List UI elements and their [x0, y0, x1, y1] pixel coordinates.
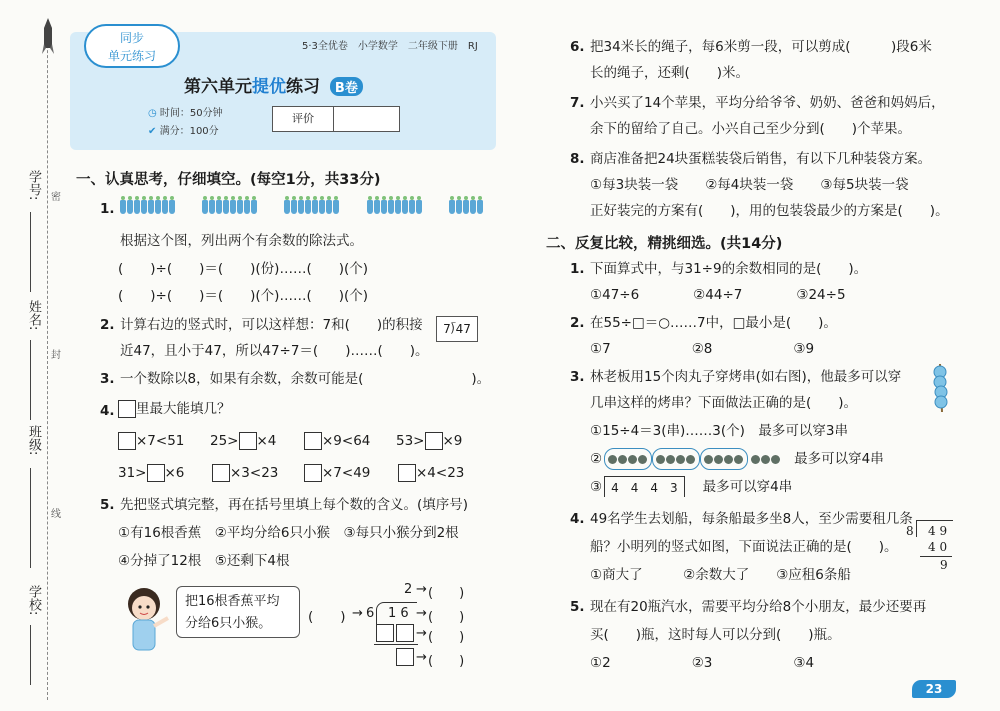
eval-cell[interactable]: [334, 107, 399, 131]
series-label: 5·3全优卷 小学数学 二年级下册 RJ: [302, 41, 478, 52]
seal-mark-3: 线: [51, 509, 61, 520]
q6-line-1[interactable]: 把34米长的绳子，每6米剪一段，可以剪成( )段6米: [590, 39, 932, 55]
q4-item-4[interactable]: 53> ×9: [396, 433, 463, 449]
q2-vertical-box: 7⟌47: [436, 316, 478, 342]
arrow-right-icon: →: [416, 626, 427, 641]
arrow-right-icon: →: [416, 606, 427, 621]
section-1-title: 一、认真思考，仔细填空。(每空1分，共33分): [76, 172, 381, 188]
c5-number: 5.: [570, 599, 585, 615]
q5-line-3: ④分掉了12根 ⑤还剩下4根: [118, 553, 290, 569]
division-rule: [374, 644, 418, 645]
q3-number: 3.: [100, 371, 115, 387]
radish-group-2: [202, 196, 258, 215]
q7-line-2[interactable]: 余下的留给了自己。小兴自己至少分到( )个苹果。: [590, 121, 912, 137]
sync-badge: [84, 24, 180, 68]
c3-segment-bar: 4 4 4 3: [604, 476, 685, 497]
score-text: 满分：100分: [159, 126, 219, 137]
long-division: [352, 582, 482, 672]
c4-divisor: 8: [906, 524, 914, 538]
q4-item-7[interactable]: ×7<49: [304, 464, 370, 482]
c3-line-2[interactable]: 几串这样的烤串？下面做法正确的是( )。: [590, 395, 858, 411]
bead-group-4: [748, 449, 784, 469]
title-suffix: 练习: [286, 77, 320, 97]
version-badge: B卷: [330, 77, 363, 96]
c3-option-3-label: ③: [590, 478, 603, 495]
q4-item-8[interactable]: ×4<23: [398, 464, 464, 482]
c3-option-1[interactable]: ①15÷4＝3(串)……3(个) 最多可以穿3串: [590, 423, 849, 439]
bead-group-3: [700, 448, 748, 470]
c4-rule: [920, 556, 952, 557]
binding-line: [47, 20, 49, 700]
c2-text[interactable]: 在55÷□＝○……7中，□最小是( )。: [590, 315, 837, 331]
dividend-paren[interactable]: ( ): [428, 610, 465, 625]
c1-text[interactable]: 下面算式中，与31÷9的余数相同的是( )。: [590, 261, 868, 277]
q2-line-2[interactable]: 近47，且小于47，所以47÷7＝( )……( )。: [120, 343, 429, 359]
bubble-line-2: 分给6只小猴。: [185, 616, 272, 631]
time-text: 时间：50分钟: [159, 108, 223, 119]
q4-title-box: [118, 400, 136, 418]
quotient-paren[interactable]: ( ): [428, 586, 465, 601]
badge-line-2: 单元练习: [107, 49, 156, 63]
c1-number: 1.: [570, 261, 585, 277]
student-no-label: 学号:: [26, 170, 41, 201]
c4-subtract: 4 0: [928, 540, 948, 554]
c4-options[interactable]: ①商大了 ②余数大了 ③应租6条船: [590, 567, 851, 583]
c4-long-division: [906, 516, 956, 578]
badge-line-1: 同步: [119, 31, 144, 45]
remainder-paren[interactable]: ( ): [428, 654, 465, 669]
q7-line-1: 小兴买了14个苹果，平均分给爷爷、奶奶、爸爸和妈妈后，: [590, 95, 945, 111]
q4-item-3[interactable]: ×9<64: [304, 432, 370, 450]
q5-line-2: ①有16根香蕉 ②平均分给6只小猴 ③每只小猴分到2根: [118, 525, 459, 541]
q4-title: [118, 400, 231, 418]
q3-text[interactable]: 一个数除以8，如果有余数，余数可能是( )。: [120, 371, 491, 387]
c4-line-2[interactable]: 船？小明列的竖式如图，下面说法正确的是( )。: [590, 539, 898, 555]
page-number: 23: [912, 680, 956, 698]
division-quotient: 2: [404, 582, 413, 597]
q6-number: 6.: [570, 39, 585, 55]
speech-bubble: [176, 586, 300, 638]
name-label: 姓名:: [26, 300, 41, 331]
q8-line-2: ①每3块装一袋 ②每4块装一袋 ③每5块装一袋: [590, 177, 909, 193]
school-label: 学校:: [26, 585, 41, 616]
q1-row-1[interactable]: ( )÷( )＝( )(份)……( )(个): [118, 261, 369, 277]
q8-line-1: 商店准备把24块蛋糕装袋后销售，有以下几种装袋方案。: [590, 151, 932, 167]
eval-label: 评价: [273, 107, 334, 131]
q5-number: 5.: [100, 497, 115, 513]
q1-text: 根据这个图，列出两个有余数的除法式。: [120, 233, 363, 249]
c2-options[interactable]: ①7 ②8 ③9: [590, 341, 815, 357]
product-box-1[interactable]: [376, 624, 394, 642]
q4-item-2[interactable]: 25> ×4: [210, 433, 277, 449]
radish-group-3: [284, 196, 340, 215]
c4-remainder: 9: [940, 558, 948, 572]
product-box-2[interactable]: [396, 624, 414, 642]
arrow-right-icon: →: [416, 582, 427, 597]
q8-number: 8.: [570, 151, 585, 167]
eval-box: [272, 106, 400, 132]
name-line: [30, 340, 32, 420]
c3-line-1: 林老板用15个肉丸子穿烤串(如右图)，他最多可以穿: [590, 369, 902, 385]
q7-number: 7.: [570, 95, 585, 111]
section-2-title: 二、反复比较，精挑细选。(共14分): [546, 236, 783, 252]
arrow-right-icon: →: [352, 606, 363, 621]
product-paren[interactable]: ( ): [428, 630, 465, 645]
seal-mark-1: 密: [51, 192, 61, 203]
q4-number: 4.: [100, 403, 115, 419]
c5-line-1: 现在有20瓶汽水，需要平均分给8个小朋友，最少还要再: [590, 599, 927, 615]
division-divisor: 6: [366, 606, 375, 621]
q6-line-2[interactable]: 长的绳子，还剩( )米。: [590, 65, 750, 81]
q4-item-5[interactable]: 31> ×6: [118, 465, 185, 481]
c4-number: 4.: [570, 511, 585, 527]
radish-picture: [120, 196, 484, 215]
student-no-line: [30, 212, 32, 292]
c1-options[interactable]: ①47÷6 ②44÷7 ③24÷5: [590, 287, 846, 303]
class-label: 班级:: [26, 425, 41, 456]
page-title: [184, 72, 363, 97]
c3-option-3[interactable]: [590, 476, 792, 497]
c4-dividend: 4 9: [928, 524, 948, 538]
radish-group-4: [367, 196, 423, 215]
school-line: [30, 625, 32, 685]
rocket-icon: [42, 18, 54, 58]
q1-number: 1.: [100, 201, 115, 217]
c2-number: 2.: [570, 315, 585, 331]
q2-line-1[interactable]: 计算右边的竖式时，可以这样想：7和( )的积接: [120, 317, 423, 333]
q2-number: 2.: [100, 317, 115, 333]
check-icon: ✔: [148, 126, 157, 137]
q4-item-6[interactable]: ×3<23: [212, 464, 278, 482]
radish-group-1: [120, 196, 176, 215]
title-prefix: 第六单元: [184, 77, 252, 97]
c4-line-1: 49名学生去划船，每条船最多坐8人，至少需要租几条: [590, 511, 913, 527]
c3-option-2[interactable]: [590, 448, 884, 470]
c5-line-2[interactable]: 买( )瓶，这时每人可以分到( )瓶。: [590, 627, 841, 643]
seal-mark-2: 封: [51, 350, 61, 361]
skewer-illustration: [928, 362, 952, 414]
time-info: [148, 104, 223, 119]
q1-row-2[interactable]: ( )÷( )＝( )(个)……( )(个): [118, 288, 369, 304]
q5-paren-divisor[interactable]: ( ): [308, 609, 346, 625]
q4-item-1[interactable]: ×7<51: [118, 432, 184, 450]
bead-group-1: [604, 448, 652, 470]
c3-option-3-text: 最多可以穿4串: [702, 478, 793, 495]
c5-options[interactable]: ①2 ②3 ③4: [590, 655, 815, 671]
division-dividend: 1 6: [388, 606, 409, 621]
c3-number: 3.: [570, 369, 585, 385]
arrow-right-icon: →: [416, 650, 427, 665]
c3-option-2-label: ②: [590, 451, 603, 467]
title-highlight: 提优: [252, 77, 286, 97]
bubble-line-1: 把16根香蕉平均: [185, 594, 280, 609]
clock-icon: ◷: [148, 108, 157, 119]
q4-title-text: 里最大能填几？: [136, 401, 231, 417]
q8-line-3[interactable]: 正好装完的方案有( )，用的包装袋最少的方案是( )。: [590, 203, 949, 219]
c3-option-2-text: 最多可以穿4串: [794, 451, 884, 467]
class-line: [30, 468, 32, 568]
girl-illustration: [118, 582, 174, 662]
radish-group-5: [449, 196, 484, 215]
bead-group-2: [652, 448, 700, 470]
score-info: [148, 122, 219, 137]
q5-line-1: 先把竖式填完整，再在括号里填上每个数的含义。(填序号): [120, 497, 469, 513]
remainder-box[interactable]: [396, 648, 414, 666]
